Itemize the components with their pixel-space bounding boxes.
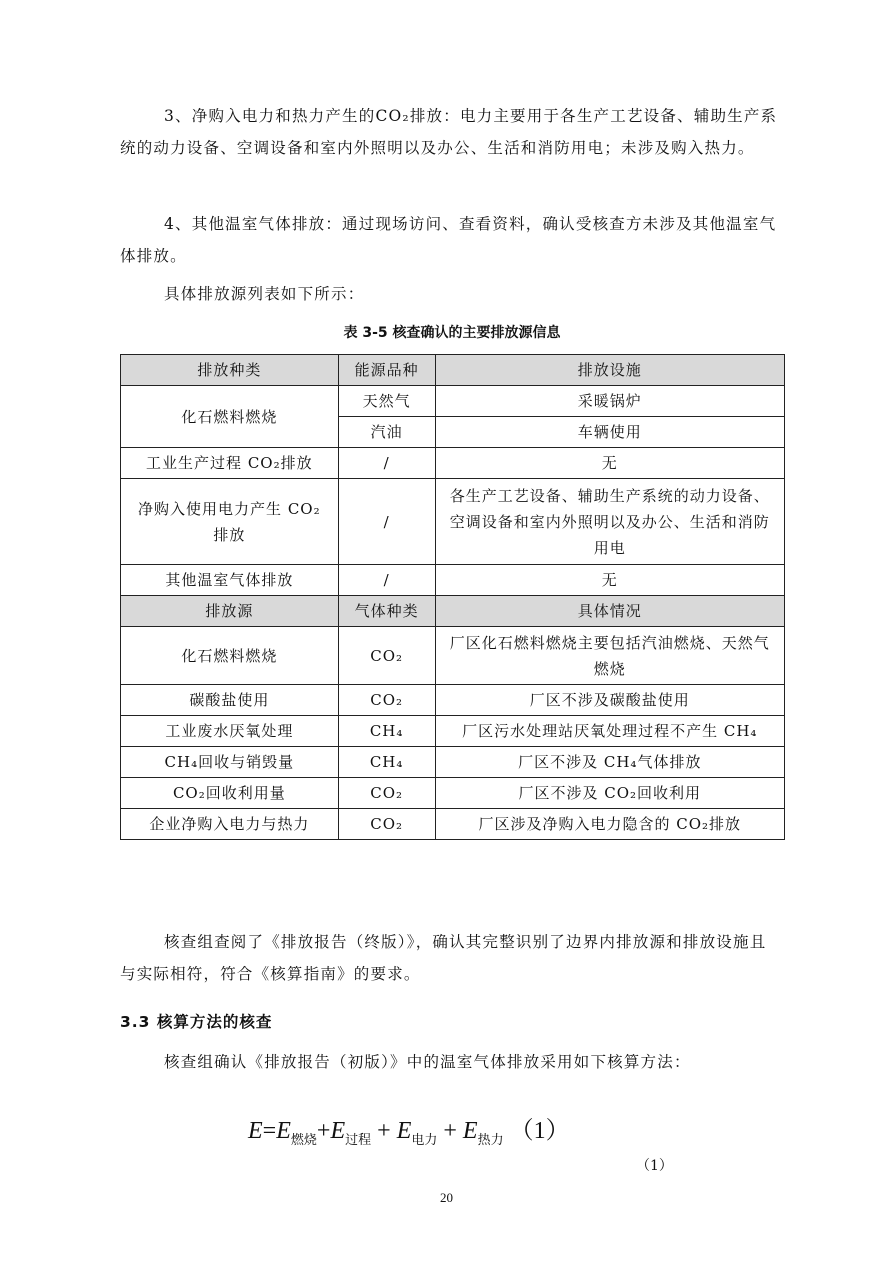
paragraph-other-ghg: 4、其他温室气体排放：通过现场访问、查看资料，确认受核查方未涉及其他温室气体排放。 [120, 215, 777, 265]
table-cell: 天然气 [338, 386, 435, 417]
table-cell: 采暖锅炉 [435, 386, 784, 417]
table-cell: 其他温室气体排放 [121, 565, 339, 596]
table-cell: 厂区化石燃料燃烧主要包括汽油燃烧、天然气燃烧 [435, 627, 784, 685]
formula-term: E [248, 1118, 263, 1144]
formula-subscript: 过程 [345, 1132, 372, 1148]
table-cell: CH₄ [338, 747, 435, 778]
table-cell: 企业净购入电力与热力 [121, 809, 339, 840]
table-row [121, 479, 785, 565]
formula-operator: + [377, 1118, 391, 1144]
table-cell: 碳酸盐使用 [121, 685, 339, 716]
table-cell: 厂区不涉及 CO₂回收利用 [435, 778, 784, 809]
equation-number: （1） [636, 1158, 673, 1174]
table-cell: CO₂回收利用量 [121, 778, 339, 809]
table-row [121, 747, 785, 778]
formula-operator: + [443, 1118, 457, 1144]
formula-subscript: 热力 [477, 1132, 504, 1148]
paragraph-purchased-power: 3、净购入电力和热力产生的CO₂排放：电力主要用于各生产工艺设备、辅助生产系统的动力设备、空调设备和室内外照明以及办公、生活和消防用电；未涉及购入热力。 [120, 107, 778, 157]
table-row [121, 809, 785, 840]
table-cell: 工业废水厌氧处理 [121, 716, 339, 747]
table-row [121, 565, 785, 596]
table-row [121, 386, 785, 417]
table-row [121, 685, 785, 716]
table-cell: / [338, 479, 435, 565]
formula-operator: + [316, 1118, 331, 1144]
formula-subscript: 燃烧 [290, 1132, 317, 1148]
table-cell: 无 [435, 448, 784, 479]
table-row [121, 448, 785, 479]
formula-term: E [330, 1118, 346, 1144]
paragraph-verification: 核查组查阅了《排放报告（终版）》，确认其完整识别了边界内排放源和排放设施且与实际相符，符合《核算指南》的要求。 [120, 933, 767, 983]
emission-formula [248, 1110, 570, 1148]
formula-term: E [276, 1118, 291, 1144]
table-cell: CH₄回收与销毁量 [121, 747, 339, 778]
header-cell: 具体情况 [435, 596, 784, 627]
header-cell: 能源品种 [338, 355, 435, 386]
paragraph-list-intro: 具体排放源列表如下所示： [164, 285, 365, 303]
page-number: 20 [440, 1190, 453, 1205]
header-cell: 排放设施 [435, 355, 784, 386]
table-row [121, 627, 785, 685]
table-cell: / [338, 565, 435, 596]
table-cell: / [338, 448, 435, 479]
table-cell: 化石燃料燃烧 [121, 386, 339, 448]
paragraph-method-intro: 核查组确认《排放报告（初版）》中的温室气体排放采用如下核算方法： [164, 1053, 691, 1071]
table-cell: CO₂ [338, 685, 435, 716]
table-cell: CO₂ [338, 809, 435, 840]
table-cell: 工业生产过程 CO₂排放 [121, 448, 339, 479]
table-cell: 净购入使用电力产生 CO₂ 排放 [121, 479, 339, 565]
header-cell: 气体种类 [338, 596, 435, 627]
table-cell: CO₂ [338, 778, 435, 809]
table-row [121, 778, 785, 809]
table-cell: CH₄ [338, 716, 435, 747]
table-caption: 表 3-5 核查确认的主要排放源信息 [343, 325, 561, 341]
table-cell: 厂区涉及净购入电力隐含的 CO₂排放 [435, 809, 784, 840]
table-cell: 厂区不涉及 CH₄气体排放 [435, 747, 784, 778]
formula-subscript: 电力 [411, 1132, 438, 1148]
header-cell: 排放种类 [121, 355, 339, 386]
formula-label: （1） [509, 1118, 570, 1144]
table-cell: 厂区污水处理站厌氧处理过程不产生 CH₄ [435, 716, 784, 747]
table-cell: 汽油 [338, 417, 435, 448]
table-header-row [121, 355, 785, 386]
table-cell: 化石燃料燃烧 [121, 627, 339, 685]
formula-operator: = [262, 1118, 277, 1144]
header-cell: 排放源 [121, 596, 339, 627]
table-cell: 各生产工艺设备、辅助生产系统的动力设备、空调设备和室内外照明以及办公、生活和消防用电 [435, 479, 784, 565]
emission-source-table [120, 354, 785, 840]
table-cell: 车辆使用 [435, 417, 784, 448]
table-row [121, 716, 785, 747]
table-header-row [121, 596, 785, 627]
section-heading: 3.3 核算方法的核查 [120, 1013, 273, 1031]
formula-term: E [462, 1118, 478, 1144]
table-cell: 厂区不涉及碳酸盐使用 [435, 685, 784, 716]
table-cell: 无 [435, 565, 784, 596]
formula-term: E [396, 1118, 412, 1144]
table-cell: CO₂ [338, 627, 435, 685]
